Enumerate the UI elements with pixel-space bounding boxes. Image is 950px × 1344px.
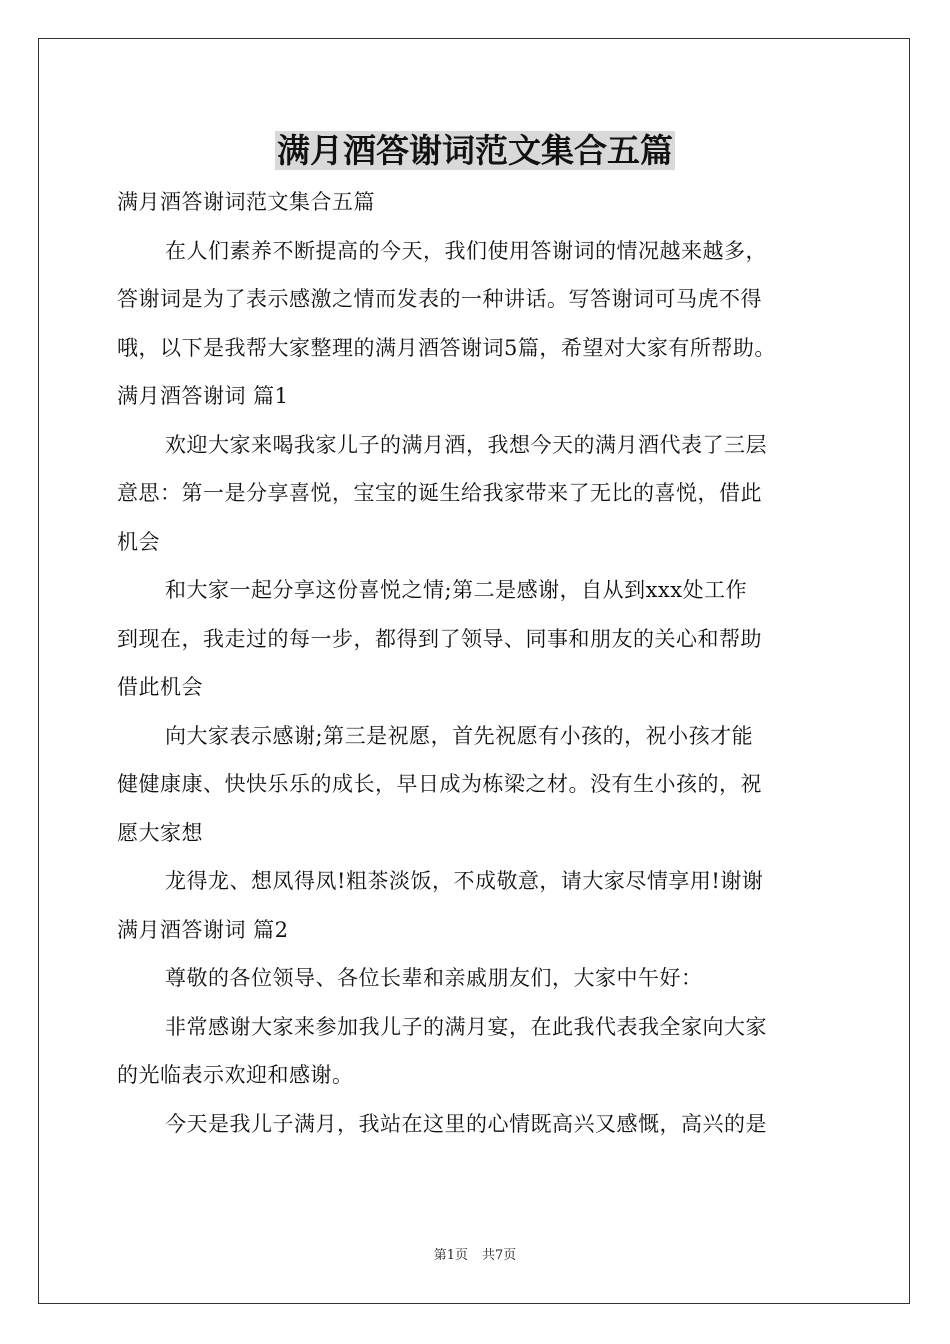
- text-line: 机会: [117, 529, 160, 554]
- text-line: 向大家表示感谢;第三是祝愿，首先祝愿有小孩的，祝小孩才能: [165, 723, 754, 748]
- text-line: 借此机会: [117, 675, 203, 699]
- text-line: 欢迎大家来喝我家儿子的满月酒，我想今天的满月酒代表了三层: [165, 432, 767, 457]
- page-number-current: 第1页: [433, 1248, 468, 1263]
- document-body: [117, 178, 847, 1148]
- text-line: 满月酒答谢词范文集合五篇: [117, 190, 375, 214]
- page-footer: [0, 1246, 950, 1266]
- document-title: [0, 128, 950, 174]
- text-line: 尊敬的各位领导、各位长辈和亲戚朋友们，大家中午好：: [165, 966, 703, 990]
- text-line: 意思：第一是分享喜悦，宝宝的诞生给我家带来了无比的喜悦，借此: [117, 481, 762, 505]
- text-line: 愿大家想: [117, 820, 203, 845]
- text-line: 的光临表示欢迎和感谢。: [117, 1063, 354, 1087]
- text-line: 满月酒答谢词 篇2: [117, 917, 289, 942]
- text-line: 答谢词是为了表示感激之情而发表的一种讲话。写答谢词可马虎不得: [117, 287, 762, 311]
- text-line: 在人们素养不断提高的今天，我们使用答谢词的情况越来越多，: [165, 238, 767, 263]
- text-line: 和大家一起分享这份喜悦之情;第二是感谢，自从到xxx处工作: [165, 578, 748, 602]
- page-number-total: 共7页: [482, 1248, 517, 1263]
- text-line: 满月酒答谢词 篇1: [117, 384, 289, 408]
- text-line: 非常感谢大家来参加我儿子的满月宴，在此我代表我全家向大家: [165, 1014, 767, 1039]
- document-title-text: 满月酒答谢词范文集合五篇: [277, 131, 673, 170]
- text-line: 今天是我儿子满月，我站在这里的心情既高兴又感慨，高兴的是: [165, 1111, 767, 1136]
- text-line: 健健康康、快快乐乐的成长，早日成为栋梁之材。没有生小孩的，祝: [117, 772, 762, 796]
- text-line: 龙得龙、想凤得凤!粗茶淡饭，不成敬意，请大家尽情享用!谢谢: [165, 869, 764, 893]
- text-line: 到现在，我走过的每一步，都得到了领导、同事和朋友的关心和帮助: [117, 626, 762, 651]
- text-line: 哦，以下是我帮大家整理的满月酒答谢词5篇，希望对大家有所帮助。: [117, 335, 776, 360]
